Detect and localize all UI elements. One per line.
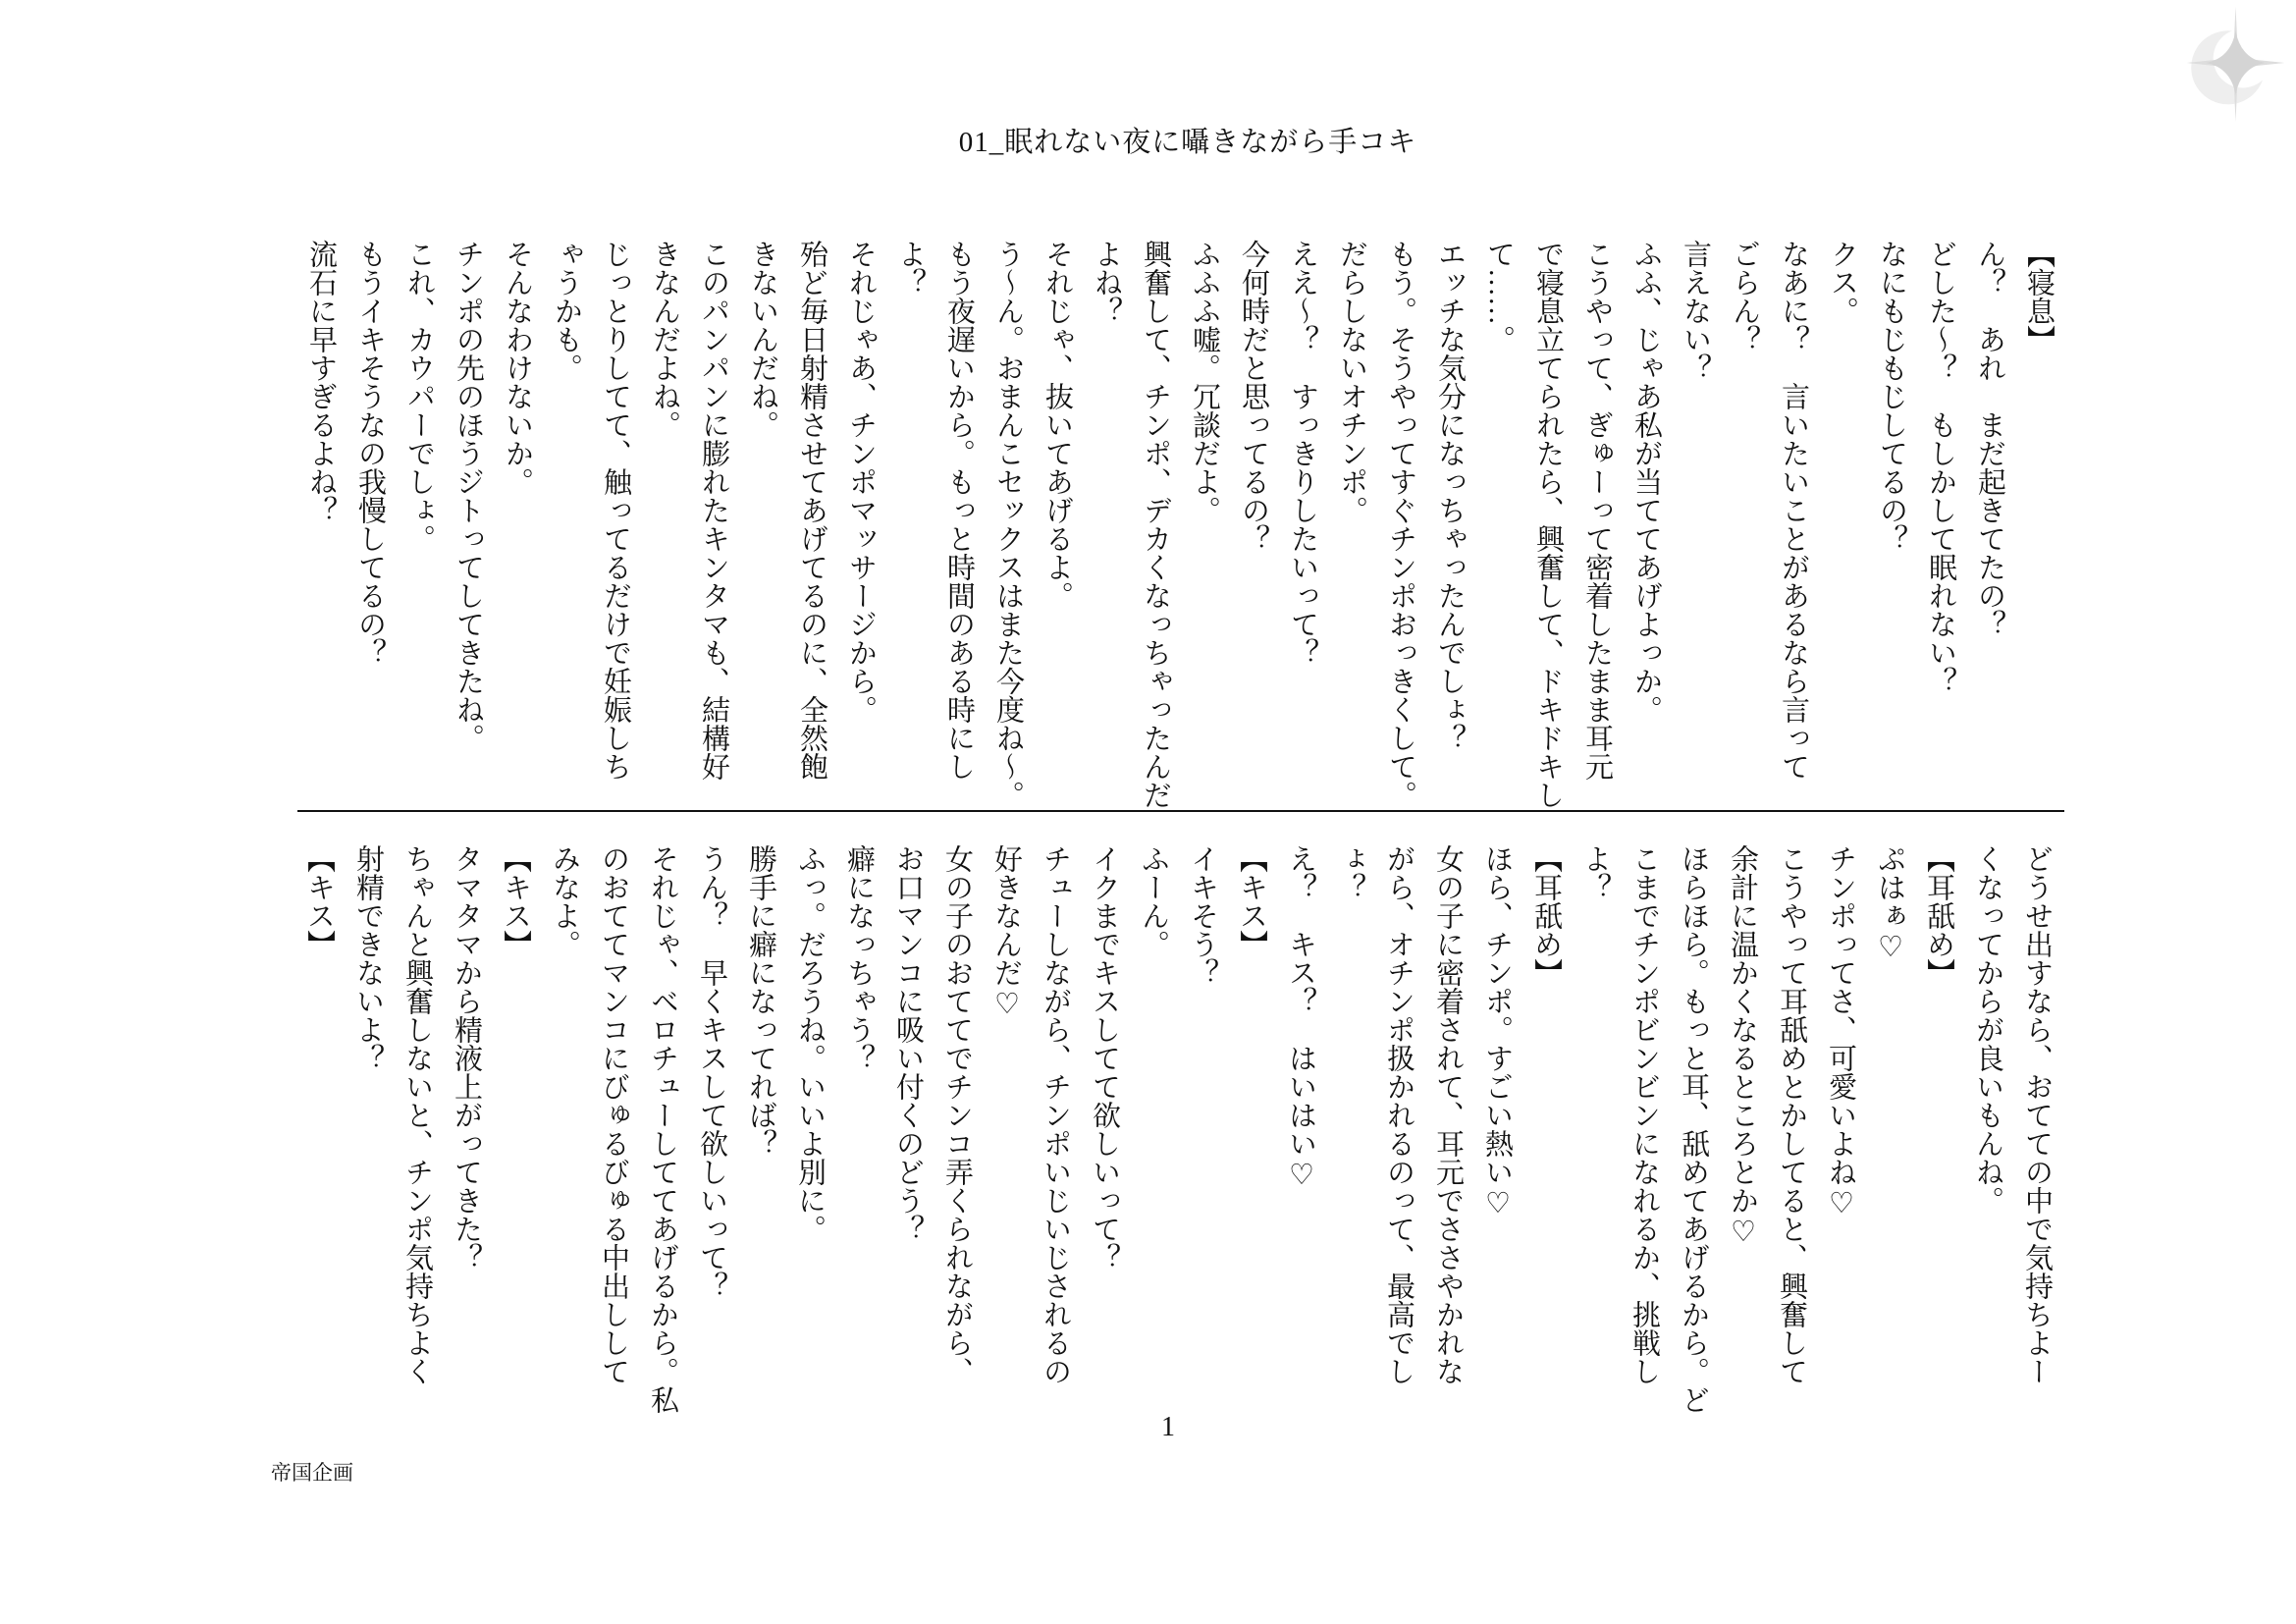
text-column: こうやって耳舐めとかしてると、興奮して: [1776, 844, 1807, 1385]
text-column: ん？ あれ まだ起きてたの？: [1974, 240, 2005, 638]
text-column: ゃうかも。: [551, 240, 582, 382]
section-divider: [297, 810, 2064, 812]
text-column: そんなわけないか。: [502, 240, 533, 496]
text-column: がら、オチンポ扱かれるのって、最高でし: [1383, 844, 1415, 1385]
text-column: ふーん。: [1138, 844, 1169, 958]
text-column: え？ キス？ はいはい♡: [1285, 844, 1316, 1191]
text-column: 癖になっちゃう？: [843, 844, 875, 1072]
text-column: 勝手に癖になってれば？: [745, 844, 776, 1158]
section-heading: 【寝息】: [2023, 240, 2055, 353]
text-column: チンポってさ、可愛いよね♡: [1825, 844, 1856, 1219]
text-column: きなんだよね。: [649, 240, 680, 439]
text-column: 女の子に密着されて、耳元でささやかれな: [1432, 844, 1464, 1385]
text-column: ほらほら。もっと耳、舐めてあげるから。ど: [1678, 844, 1709, 1414]
text-column: なにもじもじしてるの？: [1876, 240, 1907, 553]
text-column: ふふ、じゃあ私が当ててあげよっか。: [1630, 240, 1662, 724]
text-column: チューしながら、チンポいじいじされるの: [1040, 844, 1071, 1385]
text-column: なあに？ 言いたいことがあるなら言って: [1778, 240, 1809, 781]
section-heading: 【キス】: [500, 844, 531, 958]
text-column: みなよ。: [549, 844, 580, 958]
section-heading: 【耳舐め】: [1530, 844, 1562, 987]
text-column: ごらん？: [1729, 240, 1760, 353]
text-column: それじゃあ、チンポマッサージから。: [845, 240, 877, 724]
text-column: ぷはぁ♡: [1874, 844, 1905, 963]
text-column: 今何時だと思ってるの？: [1238, 240, 1269, 553]
text-column: ほら、チンポ。すごい熱い♡: [1481, 844, 1513, 1219]
text-column: それじゃ、抜いてあげるよ。: [1041, 240, 1073, 610]
text-column: こまでチンポビンビンになれるか、挑戦し: [1629, 844, 1660, 1385]
text-column: きないんだね。: [747, 240, 778, 439]
text-column: 殆ど毎日射精させてあげてるのに、全然飽: [796, 240, 828, 781]
text-column: のおててマンコにびゅるびゅる中出しして: [598, 844, 629, 1385]
text-column: エッチな気分になっちゃったんでしょ？: [1434, 240, 1466, 752]
text-column: ふっ。だろうね。いいよ別に。: [794, 844, 826, 1243]
text-column: だらしないオチンポ。: [1336, 240, 1367, 524]
text-column: お口マンコに吸い付くのどう？: [892, 844, 924, 1243]
section-heading: 【キス】: [1236, 844, 1267, 958]
text-column: うん？ 早くキスして欲しいって？: [696, 844, 727, 1300]
text-column: もうイキそうなの我慢してるの？: [354, 240, 386, 667]
text-column: もう。そうやってすぐチンポおっきくして。: [1385, 240, 1416, 809]
section-heading: 【キス】: [303, 844, 335, 958]
text-column: 射精できないよ？: [352, 844, 384, 1072]
page-number: 1: [1161, 1412, 1175, 1442]
text-column: ええ～？ すっきりしたいって？: [1287, 240, 1318, 667]
text-column: これ、カウパーでしょ。: [403, 240, 435, 553]
text-column: 流石に早すぎるよね？: [305, 240, 337, 524]
bottom-text-block: [294, 844, 2061, 1414]
text-column: どした～？ もしかして眠れない？: [1925, 240, 1956, 695]
text-column: イキそう？: [1187, 844, 1218, 987]
text-column: もう夜遅いから。もっと時間のある時にし: [943, 240, 975, 781]
text-column: このパンパンに膨れたキンタマも、結構好: [698, 240, 729, 781]
document-title: 01_眠れない夜に囁きながら手コキ: [958, 127, 1417, 158]
text-column: 女の子のおててでチンコ弄くられながら、: [941, 844, 973, 1385]
text-column: クス。: [1827, 240, 1858, 325]
text-column: じっとりしてて、触ってるだけで妊娠しち: [600, 240, 631, 781]
text-column: ょ？: [1334, 844, 1365, 901]
text-column: イクまでキスしてて欲しいって？: [1089, 844, 1120, 1272]
text-column: よ？: [894, 240, 926, 297]
text-column: 興奮して、チンポ、デカくなっちゃったんだ: [1140, 240, 1171, 809]
top-text-block: [296, 240, 2063, 809]
text-column: チンポの先のほうジトってしてきたね。: [453, 240, 484, 752]
text-column: こうやって、ぎゅーって密着したまま耳元: [1581, 240, 1613, 781]
footer-publisher: 帝国企画: [271, 1461, 353, 1485]
text-column: て……。: [1483, 240, 1515, 353]
section-heading: 【耳舐め】: [1923, 844, 1954, 987]
text-column: ふふふ嘘。冗談だよ。: [1189, 240, 1220, 524]
text-column: 余計に温かくなるところとか♡: [1727, 844, 1758, 1248]
text-column: くなってからが良いもんね。: [1972, 844, 2003, 1215]
text-column: どうせ出すなら、おてての中で気持ちよー: [2021, 844, 2053, 1385]
text-column: それじゃ、ベロチューしててあげるから。私: [647, 844, 678, 1414]
text-column: タマタマから精液上がってきた？: [451, 844, 482, 1272]
text-column: 言えない？: [1680, 240, 1711, 382]
text-column: で寝息立てられたら、興奮して、ドキドキし: [1532, 240, 1564, 809]
text-column: う～ん。おまんこセックスはまた今度ね～。: [992, 240, 1024, 809]
text-column: よね？: [1091, 240, 1122, 325]
text-column: ちゃんと興奮しないと、チンポ気持ちよく: [401, 844, 433, 1385]
crescent-star-logo-icon: [2164, 4, 2287, 127]
text-column: 好きなんだ♡: [990, 844, 1022, 1020]
text-column: よ？: [1579, 844, 1611, 901]
